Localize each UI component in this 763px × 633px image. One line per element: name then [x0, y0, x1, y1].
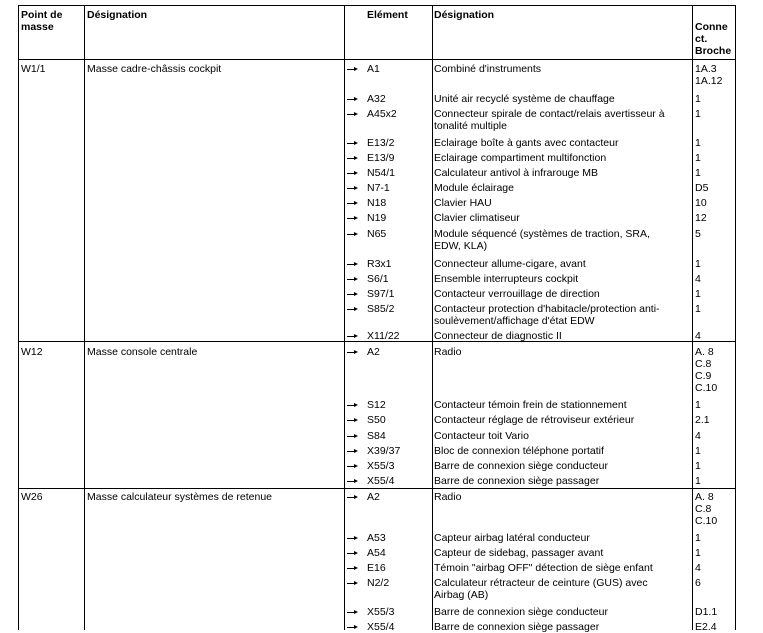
ground-point-designation: Masse calculateur systèmes de retenue: [87, 491, 273, 503]
connector-pin: A. 8: [695, 346, 714, 358]
arrow-right-icon: [347, 156, 361, 162]
connector-pin: 1: [695, 399, 701, 411]
connector-pin: 1A.12: [695, 75, 723, 87]
element-code: N7-1: [367, 182, 390, 194]
element-designation: Connecteur spirale de contact/relais avertisseur à: [434, 108, 665, 120]
column-divider: [692, 5, 693, 630]
arrow-right-icon: [347, 449, 361, 455]
element-code: N54/1: [367, 167, 396, 179]
arrow-right-icon: [347, 350, 361, 356]
element-code: S12: [367, 399, 386, 411]
element-designation: Eclairage compartiment multifonction: [434, 152, 607, 164]
connector-pin: 2.1: [695, 414, 710, 426]
element-designation: Barre de connexion siège conducteur: [434, 606, 608, 618]
arrow-right-icon: [347, 581, 361, 587]
connector-pin: C.9: [695, 370, 712, 382]
connector-pin: 1: [695, 445, 701, 457]
element-designation: Radio: [434, 491, 462, 503]
ground-point-designation: Masse cadre-châssis cockpit: [87, 63, 222, 75]
connector-pin: 6: [695, 577, 701, 589]
arrow-right-icon: [347, 334, 361, 340]
element-code: N65: [367, 228, 387, 240]
element-designation: Calculateur antivol à infrarouge MB: [434, 167, 599, 179]
arrow-right-icon: [347, 625, 361, 631]
element-code: X55/3: [367, 606, 395, 618]
connector-pin: 1: [695, 167, 701, 179]
connector-pin: A. 8: [695, 491, 714, 503]
connector-pin: 1: [695, 475, 701, 487]
arrow-right-icon: [347, 216, 361, 222]
arrow-right-icon: [347, 141, 361, 147]
header-connect-line1: Conne: [695, 21, 728, 33]
connector-pin: C.8: [695, 503, 712, 515]
element-code: N19: [367, 212, 387, 224]
element-designation: Capteur de sidebag, passager avant: [434, 547, 604, 559]
element-designation: Contacteur réglage de rétroviseur extérieur: [434, 414, 635, 426]
element-code: A54: [367, 547, 386, 559]
element-designation: Capteur airbag latéral conducteur: [434, 532, 590, 544]
arrow-right-icon: [347, 186, 361, 192]
element-code: X55/4: [367, 475, 395, 487]
column-divider: [84, 5, 85, 630]
arrow-right-icon: [347, 277, 361, 283]
element-code: S97/1: [367, 288, 395, 300]
connector-pin: E2.4: [695, 621, 717, 633]
element-code: N2/2: [367, 577, 390, 589]
element-designation: Clavier climatiseur: [434, 212, 520, 224]
arrow-right-icon: [347, 403, 361, 409]
element-code: A32: [367, 93, 386, 105]
connector-pin: 1: [695, 108, 701, 120]
element-designation: Ensemble interrupteurs cockpit: [434, 273, 579, 285]
connector-pin: 1: [695, 288, 701, 300]
ground-point-id: W12: [21, 346, 43, 358]
header-designation-element: Désignation: [434, 9, 495, 21]
connector-pin: 1: [695, 152, 701, 164]
header-point-masse-line2: masse: [21, 21, 54, 33]
connector-pin: C.10: [695, 382, 718, 394]
element-designation: Connecteur de diagnostic II: [434, 330, 562, 342]
element-code: S84: [367, 430, 386, 442]
element-code: A2: [367, 346, 380, 358]
element-code: N18: [367, 197, 387, 209]
header-designation-masse: Désignation: [87, 9, 148, 21]
element-designation: Module éclairage: [434, 182, 514, 194]
element-designation: Unité air recyclé système de chauffage: [434, 93, 615, 105]
connector-pin: 10: [695, 197, 707, 209]
arrow-right-icon: [347, 434, 361, 440]
column-divider: [432, 5, 433, 630]
connector-pin: 1: [695, 137, 701, 149]
arrow-right-icon: [347, 292, 361, 298]
connector-pin: 4: [695, 562, 701, 574]
element-designation: Contacteur toit Vario: [434, 430, 529, 442]
connector-pin: 4: [695, 330, 701, 342]
ground-point-id: W1/1: [21, 63, 46, 75]
connector-pin: 1: [695, 258, 701, 270]
element-designation: Bloc de connexion téléphone portatif: [434, 445, 604, 457]
element-code: A53: [367, 532, 386, 544]
arrow-right-icon: [347, 566, 361, 572]
connector-pin: 1: [695, 303, 701, 315]
row-divider: [18, 5, 735, 6]
arrow-right-icon: [347, 536, 361, 542]
element-designation: Témoin "airbag OFF" détection de siège enfant: [434, 562, 653, 574]
column-divider: [18, 5, 19, 630]
arrow-right-icon: [347, 171, 361, 177]
ground-point-designation: Masse console centrale: [87, 346, 198, 358]
element-code: X55/3: [367, 460, 395, 472]
column-divider: [735, 5, 736, 630]
header-connect-line2: ct.: [695, 33, 708, 45]
element-designation: soulèvement/affichage d'état EDW: [434, 315, 595, 327]
element-code: E16: [367, 562, 386, 574]
header-element: Elément: [367, 9, 408, 21]
header-connect-line3: Broche: [695, 45, 732, 57]
connector-pin: 1: [695, 532, 701, 544]
header-point-masse-line1: Point de: [21, 9, 63, 21]
connector-pin: 1A.3: [695, 63, 717, 75]
connector-pin: D5: [695, 182, 709, 194]
connector-pin: 1: [695, 547, 701, 559]
column-divider: [344, 5, 345, 630]
connector-pin: 5: [695, 228, 701, 240]
element-designation: Radio: [434, 346, 462, 358]
connector-pin: C.10: [695, 515, 718, 527]
arrow-right-icon: [347, 262, 361, 268]
element-code: S50: [367, 414, 386, 426]
arrow-right-icon: [347, 418, 361, 424]
element-code: E13/9: [367, 152, 395, 164]
element-designation: Barre de connexion siège passager: [434, 621, 600, 633]
arrow-right-icon: [347, 201, 361, 207]
element-designation: Clavier HAU: [434, 197, 492, 209]
element-code: A1: [367, 63, 380, 75]
arrow-right-icon: [347, 610, 361, 616]
connector-pin: C.8: [695, 358, 712, 370]
connector-pin: 4: [695, 430, 701, 442]
element-designation: Eclairage boîte à gants avec contacteur: [434, 137, 619, 149]
arrow-right-icon: [347, 495, 361, 501]
connector-pin: 4: [695, 273, 701, 285]
element-designation: Module séquencé (systèmes de traction, SRA,: [434, 228, 650, 240]
element-designation: tonalité multiple: [434, 120, 507, 132]
element-designation: Airbag (AB): [434, 589, 489, 601]
element-designation: Contacteur témoin frein de stationnement: [434, 399, 627, 411]
element-designation: Combiné d'instruments: [434, 63, 542, 75]
element-code: A2: [367, 491, 380, 503]
element-designation: Barre de connexion siège passager: [434, 475, 600, 487]
element-designation: Contacteur verrouillage de direction: [434, 288, 600, 300]
arrow-right-icon: [347, 97, 361, 103]
arrow-right-icon: [347, 464, 361, 470]
row-divider: [18, 488, 735, 489]
connector-pin: 1: [695, 93, 701, 105]
arrow-right-icon: [347, 551, 361, 557]
element-designation: Connecteur allume-cigare, avant: [434, 258, 586, 270]
element-code: E13/2: [367, 137, 395, 149]
connector-pin: 1: [695, 460, 701, 472]
element-code: R3x1: [367, 258, 392, 270]
arrow-right-icon: [347, 479, 361, 485]
row-divider: [18, 59, 735, 60]
arrow-right-icon: [347, 232, 361, 238]
element-designation: Calculateur rétracteur de ceinture (GUS) avec: [434, 577, 648, 589]
arrow-right-icon: [347, 112, 361, 118]
element-designation: Contacteur protection d'habitacle/protection anti-: [434, 303, 660, 315]
element-designation: EDW, KLA): [434, 240, 488, 252]
element-code: S6/1: [367, 273, 389, 285]
element-code: X55/4: [367, 621, 395, 633]
arrow-right-icon: [347, 307, 361, 313]
connector-pin: D1.1: [695, 606, 718, 618]
element-designation: Barre de connexion siège conducteur: [434, 460, 608, 472]
element-code: A45x2: [367, 108, 397, 120]
element-code: X39/37: [367, 445, 401, 457]
element-code: S85/2: [367, 303, 395, 315]
ground-point-id: W26: [21, 491, 43, 503]
element-code: X11/22: [367, 330, 400, 342]
arrow-right-icon: [347, 67, 361, 73]
connector-pin: 12: [695, 212, 707, 224]
